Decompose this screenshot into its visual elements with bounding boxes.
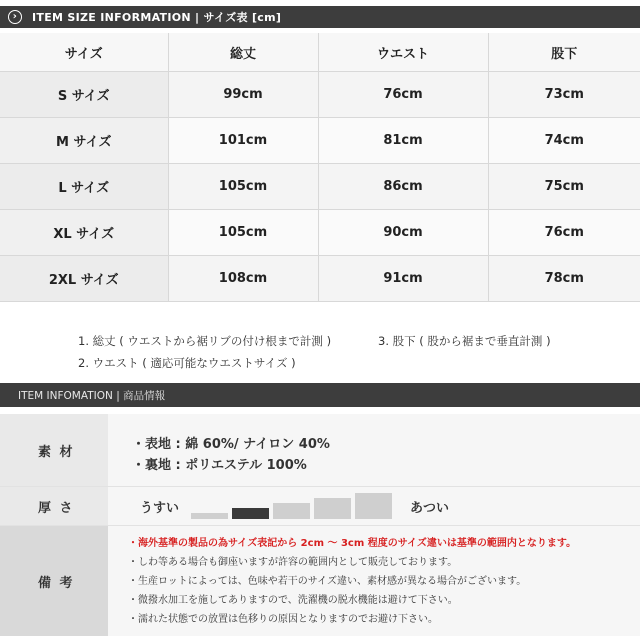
size-section-header xyxy=(0,6,640,28)
thickness-value xyxy=(108,487,640,525)
column-header: ウエスト xyxy=(318,33,488,72)
table-cell: 86cm xyxy=(318,164,488,210)
remark-item: ・生産ロットによっては、色味や若干のサイズ違い、素材感が異なる場合がございます。 xyxy=(128,576,527,587)
material-line: ・表地 : 綿 60%/ ナイロン 40% xyxy=(132,437,330,452)
column-header: 総丈 xyxy=(168,33,318,72)
column-header: サイズ xyxy=(0,33,168,72)
size-label: M サイズ xyxy=(0,118,168,164)
thickness-scale xyxy=(191,493,396,519)
table-row xyxy=(0,72,640,118)
thickness-segment xyxy=(191,513,228,519)
thickness-segment xyxy=(355,493,392,519)
column-header: 股下 xyxy=(488,33,640,72)
material-value xyxy=(108,414,640,486)
table-row xyxy=(0,164,640,210)
table-cell: 75cm xyxy=(488,164,640,210)
table-cell: 99cm xyxy=(168,72,318,118)
table-cell: 76cm xyxy=(488,210,640,256)
table-cell: 105cm xyxy=(168,164,318,210)
thickness-segment-selected xyxy=(232,508,269,519)
table-cell: 91cm xyxy=(318,256,488,302)
size-label: XL サイズ xyxy=(0,210,168,256)
size-label: S サイズ xyxy=(0,72,168,118)
size-label: L サイズ xyxy=(0,164,168,210)
thickness-segment xyxy=(273,503,310,519)
remark-item: ・しわ等ある場合も御座いますが許容の範囲内として販売しております。 xyxy=(128,557,458,568)
table-cell: 81cm xyxy=(318,118,488,164)
remark-item-warning: ・海外基準の製品の為サイズ表記から 2cm 〜 3cm 程度のサイズ違いは基準の範囲内となります。 xyxy=(128,538,577,549)
table-cell: 73cm xyxy=(488,72,640,118)
remarks-value xyxy=(108,526,640,636)
table-cell: 78cm xyxy=(488,256,640,302)
remarks-label: 備 考 xyxy=(0,526,108,636)
table-cell: 108cm xyxy=(168,256,318,302)
size-table xyxy=(0,33,640,302)
thickness-row xyxy=(0,487,640,526)
thickness-label: 厚 さ xyxy=(0,487,108,525)
table-cell: 101cm xyxy=(168,118,318,164)
table-row xyxy=(0,210,640,256)
size-table-header xyxy=(0,33,640,72)
note-item: 2. ウエスト ( 適応可能なウエストサイズ ) xyxy=(78,356,296,370)
thickness-max-label: あつい xyxy=(410,500,450,516)
remarks-row xyxy=(0,526,640,636)
table-row xyxy=(0,118,640,164)
info-section-title: ITEM INFOMATION | 商品情報 xyxy=(18,389,166,402)
remark-item: ・濡れた状態での放置は色移りの原因となりますのでお避け下さい。 xyxy=(128,614,438,625)
material-line: ・裏地 : ポリエステル 100% xyxy=(132,458,307,473)
size-label: 2XL サイズ xyxy=(0,256,168,302)
thickness-segment xyxy=(314,498,351,519)
note-item: 1. 総丈 ( ウエストから裾リブの付け根まで計測 ) xyxy=(78,334,332,348)
size-section-title: ITEM SIZE INFORMATION | サイズ表 [cm] xyxy=(32,11,282,24)
material-label: 素 材 xyxy=(0,414,108,486)
chevron-right-circle-icon: › xyxy=(8,10,22,24)
note-item: 3. 股下 ( 股から裾まで垂直計測 ) xyxy=(378,334,551,348)
table-cell: 90cm xyxy=(318,210,488,256)
info-table xyxy=(0,414,640,636)
info-section-header xyxy=(0,383,640,407)
table-cell: 76cm xyxy=(318,72,488,118)
table-cell: 74cm xyxy=(488,118,640,164)
table-cell: 105cm xyxy=(168,210,318,256)
measurement-notes xyxy=(78,330,551,374)
table-row xyxy=(0,256,640,302)
thickness-min-label: うすい xyxy=(140,500,180,516)
material-row xyxy=(0,414,640,487)
remark-item: ・微撥水加工を施してありますので、洗濯機の脱水機能は避けて下さい。 xyxy=(128,595,458,606)
